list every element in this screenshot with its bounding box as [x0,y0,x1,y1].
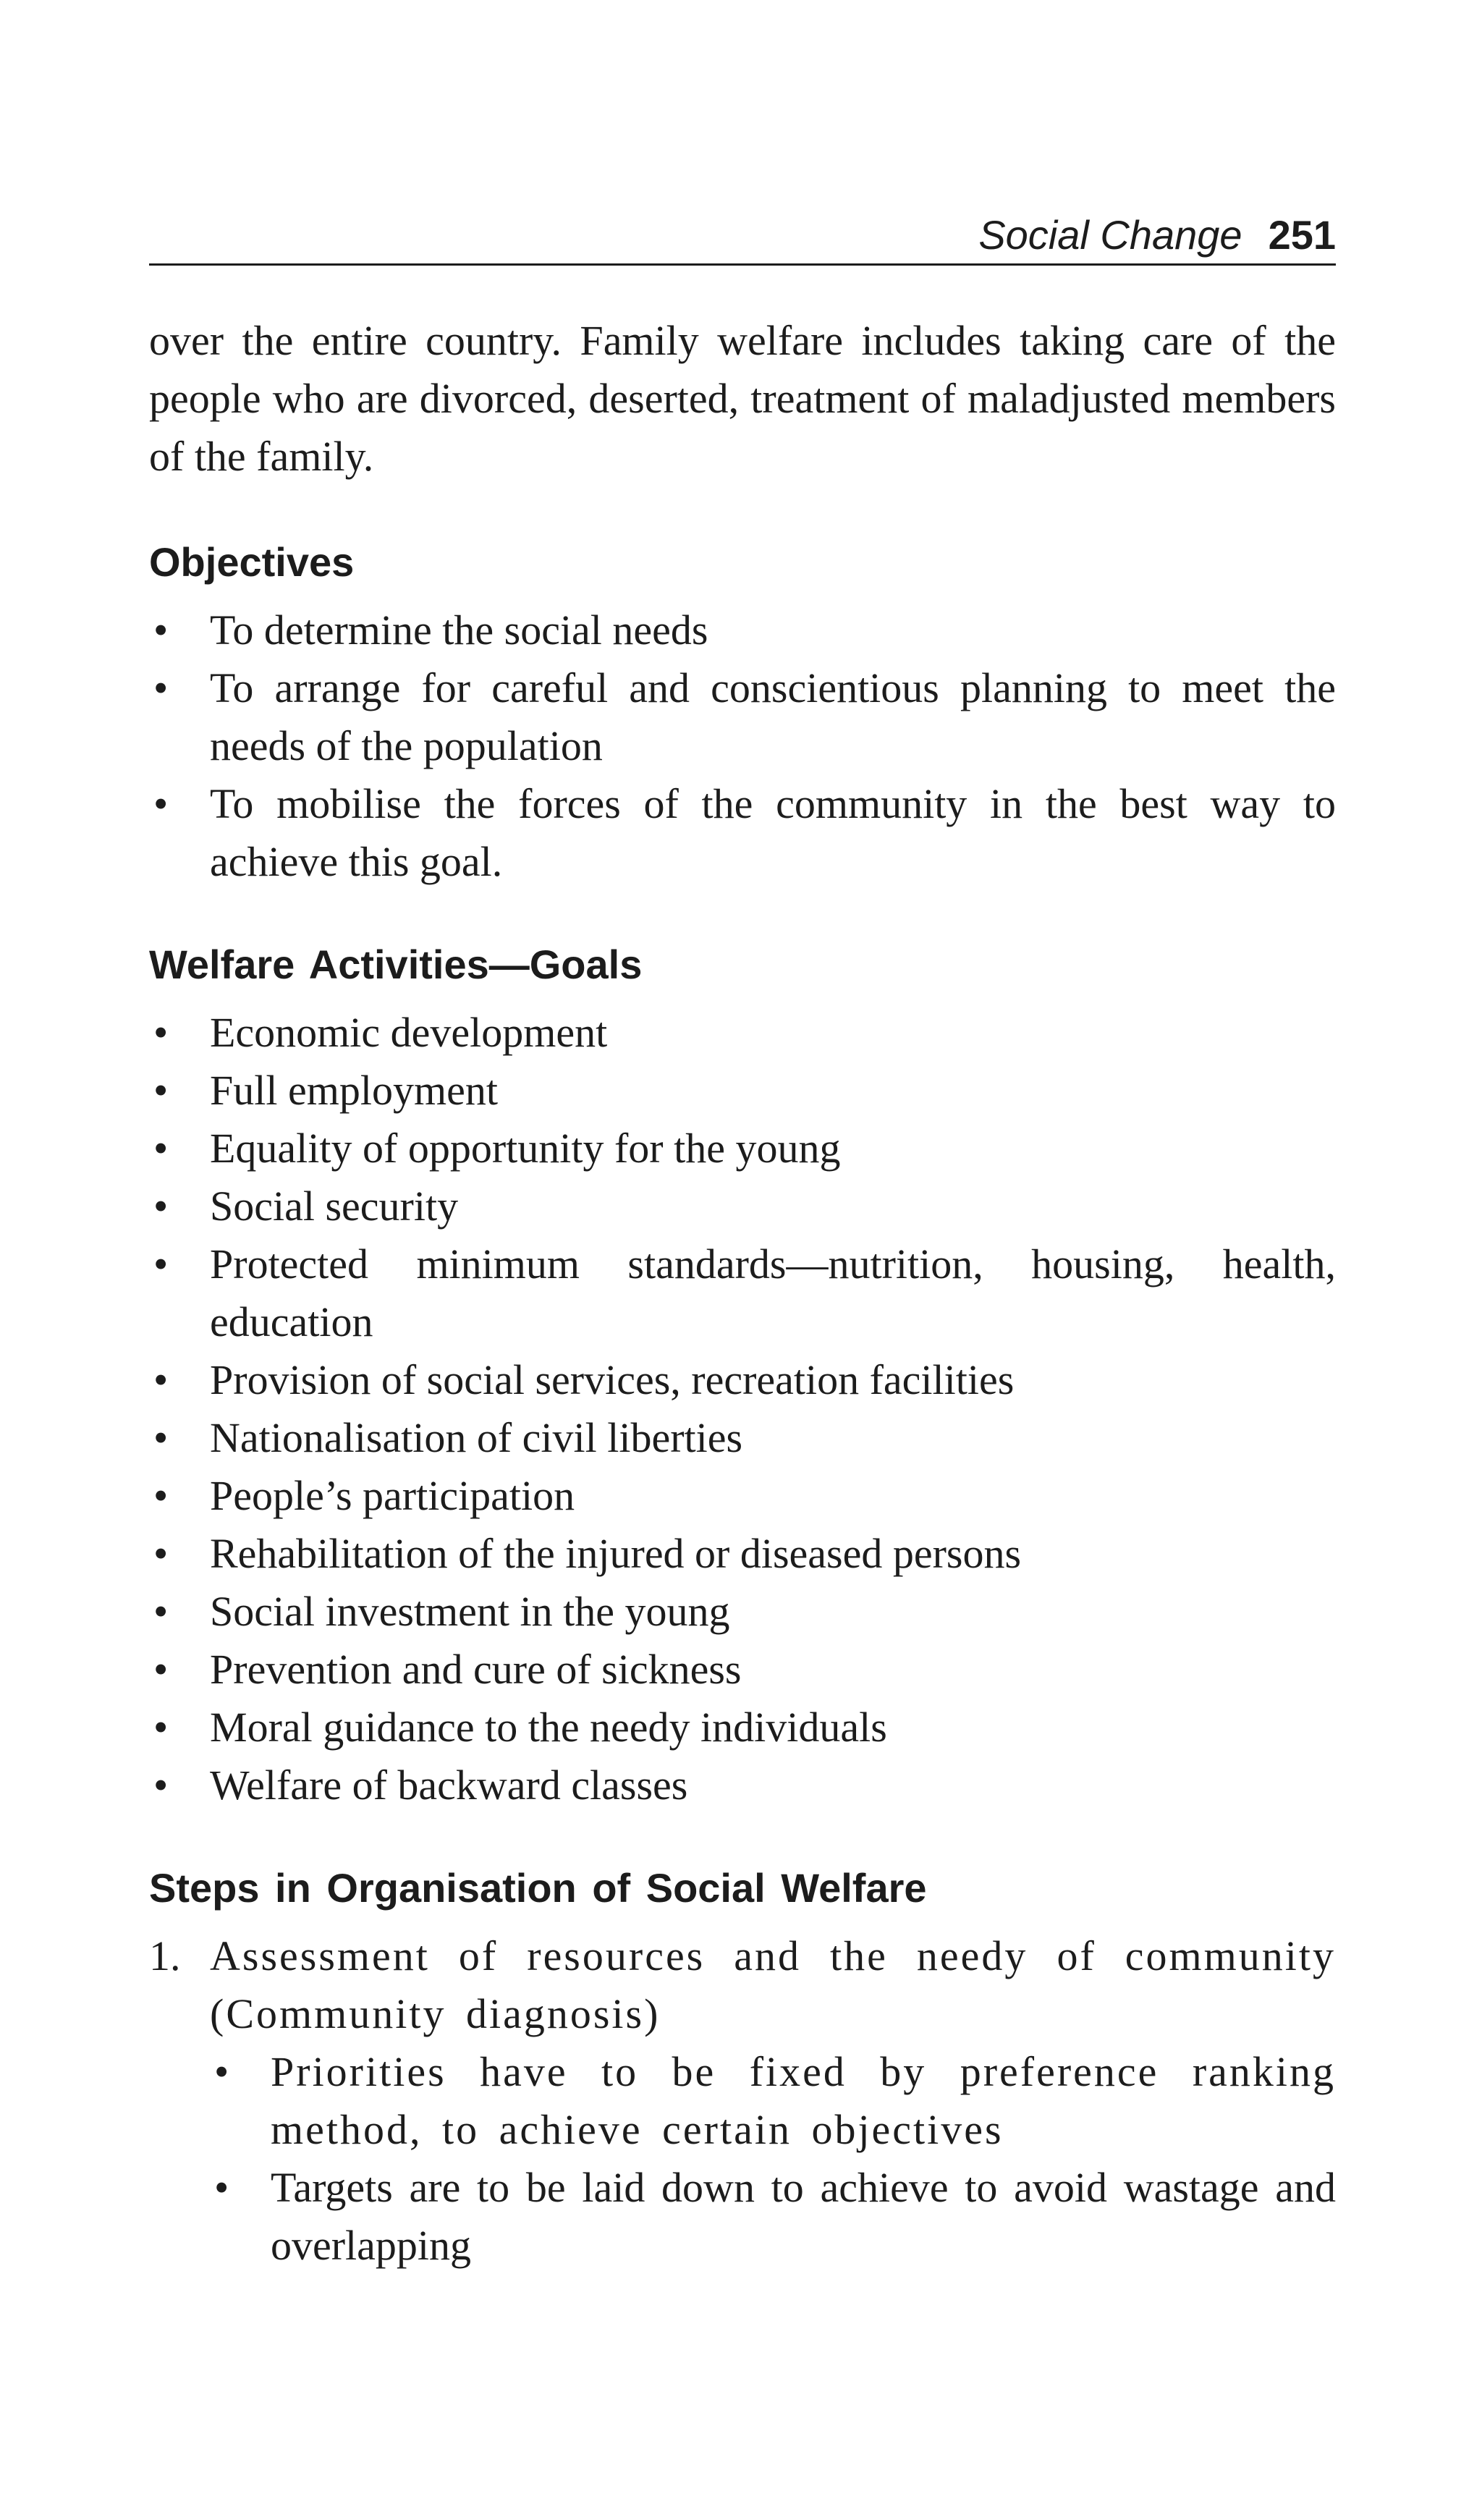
list-item-text: Provision of social services, recreation facilities [210,1356,1015,1403]
list-item-text: Targets are to be laid down to achieve to avoid wastage and overlapping [271,2164,1336,2269]
bullet-icon: • [153,606,169,654]
list-item [149,1062,1336,1120]
book-page [149,210,1336,2275]
running-header [149,210,1336,266]
bullet-icon: • [214,2164,229,2211]
list-item-text: Protected minimum standards—nutrition, housing, health, education [210,1240,1336,1345]
list-item-text: Rehabilitation of the injured or diseased persons [210,1530,1022,1577]
welfare-goals-heading: Welfare Activities—Goals [149,942,643,987]
objectives-heading: Objectives [149,539,355,585]
page-number: 251 [1268,212,1336,258]
bullet-icon: • [153,1646,169,1693]
list-item-text: To determine the social needs [210,606,708,654]
bullet-icon: • [153,1472,169,1519]
list-item-text: Full employment [210,1067,498,1114]
bullet-icon: • [153,1356,169,1403]
bullet-icon: • [153,1240,169,1288]
list-item [149,775,1336,891]
intro-paragraph: over the entire country. Family welfare includes taking care of the people who are divorced, deserted, treatment of maladjusted members of the family. [149,317,1336,480]
bullet-icon: • [153,664,169,711]
bullet-icon: • [153,1588,169,1635]
bullet-icon: • [153,1530,169,1577]
steps-heading: Steps in Organisation of Social Welfare [149,1865,927,1911]
list-item [149,1756,1336,1814]
list-item-text: To arrange for careful and conscientious planning to meet the needs of the population [210,664,1336,769]
list-item [149,1699,1336,1756]
list-item [149,1525,1336,1583]
list-item-text: Social investment in the young [210,1588,730,1635]
list-item [210,2043,1336,2159]
list-item [149,1120,1336,1177]
bullet-icon: • [153,1125,169,1172]
list-item [149,1583,1336,1641]
list-item-text: Moral guidance to the needy individuals [210,1704,887,1751]
list-item [149,1409,1336,1467]
list-item-text: Nationalisation of civil liberties [210,1414,743,1461]
bullet-icon: • [153,780,169,827]
list-item [210,2159,1336,2275]
list-item-text: Prevention and cure of sickness [210,1646,742,1693]
list-item [149,659,1336,775]
step-text: Assessment of resources and the needy of community (Community diagnosis) [210,1932,1336,2037]
list-item-text: People’s participation [210,1472,575,1519]
bullet-icon: • [153,1704,169,1751]
bullet-icon: • [153,1183,169,1230]
list-item-text: Priorities have to be fixed by preference ranking method, to achieve certain objectives [271,2048,1336,2153]
bullet-icon: • [214,2048,229,2095]
list-item-text: Economic development [210,1009,608,1056]
welfare-goals-list [149,1004,1336,1814]
list-item [149,1467,1336,1525]
bullet-icon: • [153,1009,169,1056]
running-title: Social Change [978,212,1242,258]
objectives-list [149,601,1336,891]
list-item [149,1351,1336,1409]
bullet-icon: • [153,1414,169,1461]
list-item-text: Social security [210,1183,459,1230]
step-item [149,1927,1336,2275]
list-item [149,1235,1336,1351]
bullet-icon: • [153,1762,169,1809]
step-number: 1. [149,1932,181,1979]
steps-list [149,1927,1336,2275]
list-item-text: Equality of opportunity for the young [210,1125,841,1172]
step-sub-list [210,2043,1336,2275]
list-item [149,1641,1336,1699]
list-item [149,1177,1336,1235]
list-item [149,601,1336,659]
list-item-text: To mobilise the forces of the community in the best way to achieve this goal. [210,780,1336,885]
list-item [149,1004,1336,1062]
list-item-text: Welfare of backward classes [210,1762,688,1809]
bullet-icon: • [153,1067,169,1114]
